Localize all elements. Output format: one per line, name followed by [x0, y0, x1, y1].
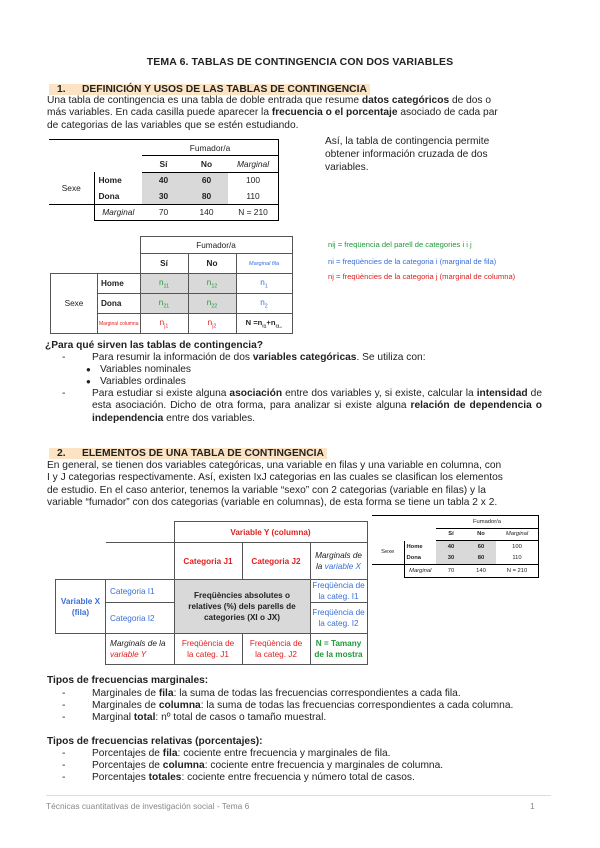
table1-total: N = 210: [228, 204, 279, 221]
var-y-header: Variable Y (columna): [174, 522, 367, 543]
bullet-text: Variables ordinales: [100, 376, 186, 387]
intro-paragraph: [47, 95, 543, 132]
table4-cell: 60: [466, 541, 496, 553]
intro-text: de dos o: [449, 95, 492, 106]
relative-type-2: - Porcentajes de columna: cociente entre frecuencia y marginales de columna.: [62, 760, 444, 771]
section-2-number: 2.: [57, 448, 66, 459]
table4-row-label: Home: [404, 541, 436, 553]
table2-cell-n22: $n_{22}$: [188, 294, 236, 314]
marginals-y: Marginals de la variable Y: [106, 634, 175, 665]
cat-j1: Categoria J1: [174, 543, 242, 580]
table1-row-label: Dona: [94, 188, 142, 204]
marginal-type-3: - Marginal total: nº total de casos o tamaño muestral.: [62, 712, 327, 723]
intro-bold: datos categóricos: [361, 95, 450, 106]
section-1-number: 1.: [57, 84, 66, 95]
use-item-1: - Para resumir la información de dos variables categóricas. Se utiliza con:: [62, 352, 426, 363]
table4-cell: 30: [436, 553, 466, 565]
bullet-nominal: ● Variables nominales: [86, 364, 191, 375]
table4-cell: 110: [496, 553, 539, 565]
uses-question: ¿Para qué sirven las tablas de contingencia?: [45, 340, 263, 351]
table1-col-no: No: [185, 156, 228, 173]
table4-col: No: [466, 528, 496, 541]
section-2-heading: [47, 448, 329, 459]
table4-cell: 100: [496, 541, 539, 553]
legend-ni: ni = freqüències de la categoria i (marginal de fila): [328, 257, 497, 266]
relative-type-1: - Porcentajes de fila: cociente entre frecuencia y marginales de fila.: [62, 748, 391, 759]
table4-marginal-label: Marginal: [404, 565, 436, 578]
table1-cell: 100: [228, 172, 279, 188]
side-paragraph: [325, 135, 537, 174]
footer-divider: [46, 795, 551, 796]
freq-j1: Freqüència de la categ. J1: [174, 634, 242, 665]
table1-cell: 40: [142, 172, 185, 188]
intro-text: de categorias de las variables que se estén estudiando.: [47, 119, 299, 131]
table2-marginal-label: Marginal columna: [98, 314, 141, 334]
table1-col-marginal: Marginal: [228, 156, 279, 173]
use-text: . Se utiliza con:: [356, 352, 426, 363]
table2-row-var: Sexe: [51, 274, 98, 334]
use-item-2: - Para estudiar si existe alguna asociación entre dos variables y, si existe, calcular la intensidad de esta asociación. Dicho de otra forma, para analizar si existe alguna relación de dependencia o independencia entre dos variables.: [62, 388, 542, 424]
marginal-type-2: - Marginales de columna: la suma de todas las frecuencias correspondientes a cada columna.: [62, 700, 514, 711]
table1-col-si: Sí: [142, 156, 185, 173]
table2-col-no: No: [188, 254, 236, 274]
table2-cell-n12: $n_{12}$: [188, 274, 236, 294]
page-number: 1: [530, 801, 535, 811]
intro-bold: frecuencia o el porcentaje: [271, 107, 398, 119]
elements-text: I y J categorias respectivamente. Así, existen IxJ categorias en las cuales se clasifican los elementos: [47, 472, 503, 484]
table4-cell: 40: [436, 541, 466, 553]
table1-cell: 70: [142, 204, 185, 221]
cat-j2: Categoria J2: [242, 543, 310, 580]
intro-text: Una tabla de contingencia es una tabla de doble entrada que resume: [47, 95, 362, 106]
table4-row-var: Sexe: [372, 541, 404, 565]
cat-i2: Categoria I2: [106, 603, 175, 634]
table2-header: Fumador/a: [140, 237, 292, 254]
section-2-title: ELEMENTOS DE UNA TABLA DE CONTINGENCIA: [82, 448, 324, 459]
footer-text: Técnicas cuantitativas de investigación social - Tema 6: [46, 801, 250, 811]
table2-row-label: Home: [98, 274, 141, 294]
table4-cell: 70: [436, 565, 466, 578]
table1-cell: 140: [185, 204, 228, 221]
intro-text: asociado de cada par: [397, 107, 498, 119]
contingency-structure-table: [55, 521, 368, 665]
table1-marginal-label: Marginal: [94, 204, 142, 221]
table4-col: Marginal: [496, 528, 539, 541]
table2-col-si: Sí: [140, 254, 188, 274]
table1-cell: 80: [185, 188, 228, 204]
marginal-type-1: - Marginales de fila: la suma de todas las frecuencias correspondientes a cada fila.: [62, 688, 461, 699]
table1-cell: 60: [185, 172, 228, 188]
table4-header: Fumador/a: [436, 516, 539, 529]
table2-col-marginal: Marginal fila: [236, 254, 292, 274]
side-text: obtener información cruzada de dos: [325, 149, 488, 160]
table2-cell-n2: $n_2$: [236, 294, 292, 314]
table4-cell: 140: [466, 565, 496, 578]
side-text: Así, la tabla de contingencia permite: [325, 136, 490, 147]
cat-i1: Categoria I1: [106, 580, 175, 603]
table1-row-label: Home: [94, 172, 142, 188]
legend-nij: nij = freqüencia del parell de categories i i j: [328, 240, 472, 249]
bullet-text: Variables nominales: [100, 364, 191, 375]
elements-text: En general, se tienen dos variables categóricas, una variable en filas y una variable en columna, con: [47, 460, 502, 471]
use-text: Para resumir la información de dos: [92, 352, 253, 363]
table2-cell-n1: $n_1$: [236, 274, 292, 294]
table2-cell-nj1: $n_{j1}$: [140, 314, 188, 334]
section-1-title: DEFINICIÓN Y USOS DE LAS TABLAS DE CONTINGENCIA: [82, 84, 367, 95]
marginals-x: Marginals de la variable X: [310, 543, 367, 580]
table1-cell: 30: [142, 188, 185, 204]
bullet-ordinal: ● Variables ordinales: [86, 376, 186, 387]
elements-paragraph: [47, 460, 543, 510]
freq-i2: Freqüència de la categ. I2: [310, 603, 367, 634]
page-title: TEMA 6. TABLAS DE CONTINGENCIA CON DOS VARIABLES: [146, 56, 454, 68]
table1-header: Fumador/a: [142, 140, 279, 156]
use-bold: variables categóricas: [252, 352, 357, 363]
contingency-table-example: [49, 139, 279, 221]
elements-text: de estudio. En el caso anterior, tenemos la variable “sexo” con 2 categorias (variable en filas) y la: [47, 484, 486, 496]
small-example-table: [372, 515, 539, 578]
elements-text: variable “fumador” con dos categorias (variable en columnas), de esta forma se tiene un tabla 2 x 2.: [47, 497, 498, 509]
table2-row-label: Dona: [98, 294, 141, 314]
table2-total: $N =n_{i1}+n_{i1..}$: [236, 314, 292, 334]
table2-cell-nj2: $n_{j2}$: [188, 314, 236, 334]
freq-i1: Freqüència de la categ. I1: [310, 580, 367, 603]
table4-cell: 80: [466, 553, 496, 565]
table2-cell-n21: $n_{21}$: [140, 294, 188, 314]
contingency-notation-table: [50, 236, 293, 334]
table4-row-label: Dona: [404, 553, 436, 565]
table1-row-var: Sexe: [49, 172, 94, 204]
table4-total: N = 210: [496, 565, 539, 578]
table1-cell: 110: [228, 188, 279, 204]
var-x-header: Variable X (fila): [56, 580, 106, 634]
legend-nj: nj = freqüències de la categoria j (marginal de columna): [328, 272, 516, 281]
table4-col: Sí: [436, 528, 466, 541]
joint-frequencies-cell: Freqüències absolutes o relatives (%) dels parells de categories (XI o JX): [174, 580, 310, 634]
sample-size: N = Tamany de la mostra: [310, 634, 367, 665]
marginal-types-heading: Tipos de frecuencias marginales:: [47, 675, 209, 686]
side-text: variables.: [325, 162, 369, 173]
freq-j2: Freqüència de la categ. J2: [242, 634, 310, 665]
intro-text: más variables. En cada casilla puede aparecer la: [47, 107, 272, 119]
relative-types-heading: Tipos de frecuencias relativas (porcentajes):: [47, 736, 263, 747]
table2-cell-n11: $n_{11}$: [140, 274, 188, 294]
relative-type-3: - Porcentajes totales: cociente entre frecuencia y número total de casos.: [62, 772, 415, 783]
section-1-heading: [47, 84, 372, 95]
